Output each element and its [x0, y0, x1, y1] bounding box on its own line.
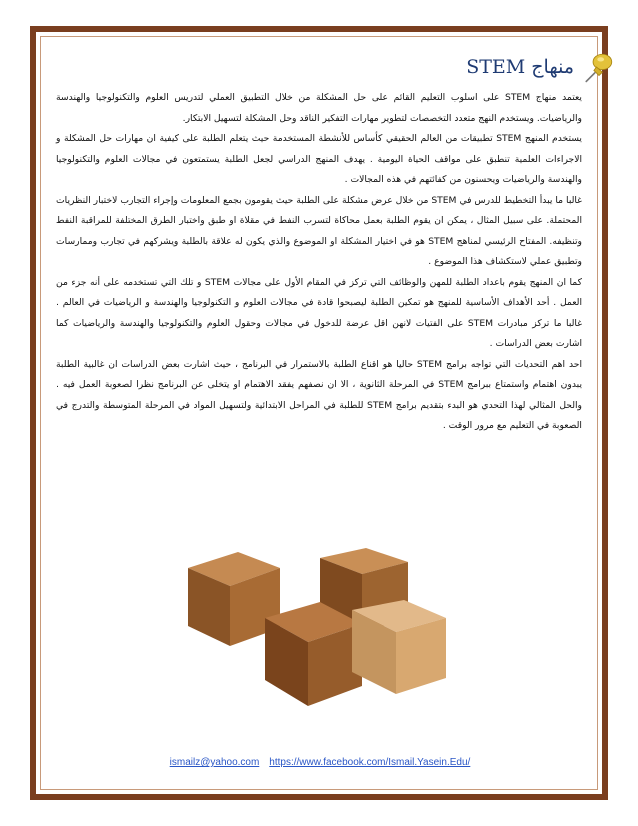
cube-front-left [265, 602, 362, 706]
paragraph-5: احد اهم التحديات التي تواجه برامج STEM حاليا هو اقناع الطلبة بالاستمرار في البرنامج ، حيث اشارت بعض الدراسات ان غالبية الطلبة يبدون اهتمام واستمتاع ببرامج STEM في المرحلة الثانوية ، الا ان نصفهم يفقد الاهتمام او يتخلى عن البرنامج نظرا لصعوبة العمل فيه . والحل المثالي لهذا التحدي هو البدء بتقديم برامج STEM للطلبة في المراحل الابتدائية ولتسهيل المواد في المرحلة المتوسطة والتدرج في الصعوبة في التعليم مع مرور الوقت . [56, 358, 583, 431]
pushpin-icon [582, 50, 616, 84]
paragraph-2: يستخدم المنهج STEM تطبيقات من العالم الحقيقي كأساس للأنشطة المستخدمة حيث يتعلم الطلبة على كيفية ان مهارات حل المشكلة و الاجراءات العلمية تنطبق على مواقف الحياة اليومية . يهدف المنهج الدراسي لجعل الطلبة يستمتعون في مجالات العلوم والتكنولوجيا والهندسة والرياضيات ويحسنون من كفائتهم في هذه المجالات . [56, 133, 582, 185]
paragraph-4: كما ان المنهج يقوم باعداد الطلبة للمهن والوظائف التي تركز في المقام الأول على مجالات STEM و تلك التي تستخدمه على أنه جزء من العمل . أحد الأهداف الأساسية للمنهج هو تمكين الطلبة ليصبحوا قادة في مجالات العلوم و التكنولوجيا والهندسة و الرياضيات في العالم . غالبا ما تركز مبادرات STEM على الفتيات لانهن اقل عرضة للدخول في مجالات وحقول العلوم والتكنولوجيا والهندسة والرياضيات كما اشارت بعض الدراسات . [56, 276, 583, 349]
page-footer [150, 757, 490, 768]
page-title: منهاج STEM [466, 56, 574, 78]
facebook-link[interactable]: https://www.facebook.com/Ismail.Yasein.Edu/ [269, 757, 471, 768]
page-header [416, 48, 616, 86]
article-body [56, 88, 582, 437]
email-link[interactable]: ismailz@yahoo.com [169, 757, 260, 768]
paragraph-1: يعتمد منهاج STEM على اسلوب التعليم القائم على حل المشكلة من خلال التطبيق العملي لتدريس العلوم والتكنولوجيا والهندسة والرياضيات. ويستخدم النهج متعدد التخصصات لتطوير مهارات التفكير الناقد وحل المشكلة لتسهيل الابتكار. [56, 92, 582, 124]
paragraph-3: غالبا ما يبدأ التخطيط للدرس في STEM من خلال عرض مشكلة على الطلبة حيث يقومون بجمع المعلومات وإجراء التجارب لاختبار النظريات المحتملة. على سبيل المثال ، يمكن ان يقوم الطلبة بعمل محاكاة لتسرب النفط في مقلاة او طبق واختبار الطرق المختلفة للمراقبة النفط وتنظيفه. المفتاح الرئيسي لمناهج STEM هو في اختيار المشكلة او الموضوع والذي يكون له علاقة بالطلبة ويشركهم في تجارب وممارسات وتطبيق عملي لاستكشاف هذا الموضوع . [56, 194, 582, 267]
wooden-cubes-illustration [170, 540, 470, 740]
cube-front-right [352, 600, 446, 694]
